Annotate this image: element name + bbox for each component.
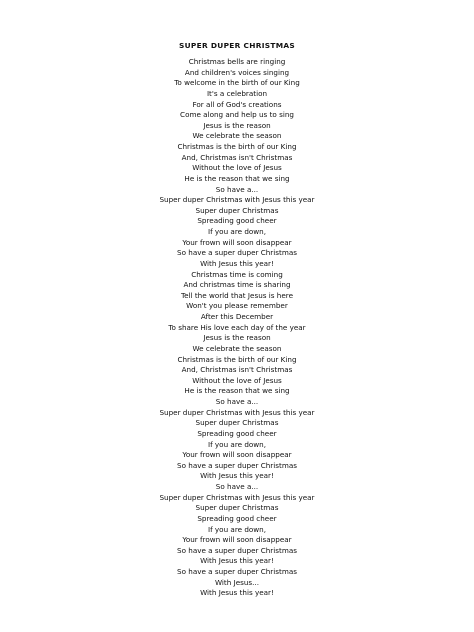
- lyric-line: Your frown will soon disappear: [182, 535, 292, 545]
- lyric-line: Super duper Christmas with Jesus this year: [159, 492, 315, 502]
- lyric-line: And, Christmas isn't Christmas: [181, 365, 293, 375]
- lyric-line: Super duper Christmas: [195, 418, 279, 428]
- lyric-line: So have a...: [215, 184, 259, 194]
- lyric-line: With Jesus this year!: [200, 471, 274, 481]
- lyric-line: If you are down,: [207, 524, 266, 534]
- lyric-line: Come along and help us to sing: [180, 110, 294, 120]
- lyric-line: Won't you please remember: [186, 301, 288, 311]
- lyric-line: Without the love of Jesus: [192, 375, 282, 385]
- lyric-line: So have a...: [215, 482, 259, 491]
- lyric-line: Christmas bells are ringing: [188, 57, 286, 66]
- song-title: SUPER DUPER CHRISTMAS: [178, 41, 296, 50]
- lyric-line: Spreading good cheer: [197, 216, 277, 226]
- lyric-line: Without the love of Jesus: [192, 163, 282, 173]
- lyrics-list: [0, 57, 474, 599]
- lyric-line: And children's voices singing: [184, 67, 290, 77]
- lyric-line: We celebrate the season: [192, 131, 282, 141]
- lyric-line: Jesus is the reason: [203, 333, 271, 343]
- lyric-line: Super duper Christmas with Jesus this year: [159, 195, 315, 205]
- lyric-line: Super duper Christmas with Jesus this year: [159, 407, 315, 417]
- lyric-line: So have a super duper Christmas: [177, 248, 297, 258]
- lyric-line: Your frown will soon disappear: [182, 450, 292, 460]
- lyric-line: We celebrate the season: [192, 343, 282, 353]
- lyric-line: It's a celebration: [206, 88, 268, 98]
- lyric-line: To share His love each day of the year: [168, 322, 306, 332]
- lyric-line: Spreading good cheer: [197, 513, 277, 523]
- lyric-line: So have a super duper Christmas: [177, 545, 297, 555]
- lyric-line: With Jesus...: [214, 577, 260, 587]
- lyric-line: He is the reason that we sing: [184, 173, 290, 183]
- lyric-line: Tell the world that Jesus is here: [181, 290, 293, 300]
- lyric-line: And christmas time is sharing: [183, 280, 291, 290]
- lyric-line: Spreading good cheer: [197, 428, 277, 438]
- lyric-line: With Jesus this year!: [200, 258, 274, 268]
- lyric-line: Your frown will soon disappear: [182, 237, 292, 247]
- lyric-line: To welcome in the birth of our King: [174, 78, 300, 88]
- lyric-line: So have a super duper Christmas: [177, 567, 297, 576]
- lyric-line: Super duper Christmas: [195, 503, 279, 513]
- lyric-line: He is the reason that we sing: [184, 386, 290, 396]
- lyric-line: If you are down,: [207, 227, 266, 236]
- lyric-line: Christmas time is coming: [191, 269, 283, 279]
- lyric-line: So have a super duper Christmas: [177, 460, 297, 470]
- lyric-line: Jesus is the reason: [203, 120, 271, 130]
- lyric-line: And, Christmas isn't Christmas: [181, 152, 293, 162]
- lyric-line: So have a...: [215, 397, 259, 406]
- lyric-line: Super duper Christmas: [195, 205, 279, 215]
- lyric-line: For all of God's creations: [192, 99, 282, 109]
- lyric-line: With Jesus this year!: [200, 556, 274, 566]
- lyric-line: Christmas is the birth of our King: [177, 142, 297, 151]
- lyric-line: Christmas is the birth of our King: [177, 354, 297, 364]
- lyric-line: With Jesus this year!: [200, 588, 274, 598]
- lyric-line: If you are down,: [207, 439, 266, 449]
- lyric-line: After this December: [200, 312, 274, 321]
